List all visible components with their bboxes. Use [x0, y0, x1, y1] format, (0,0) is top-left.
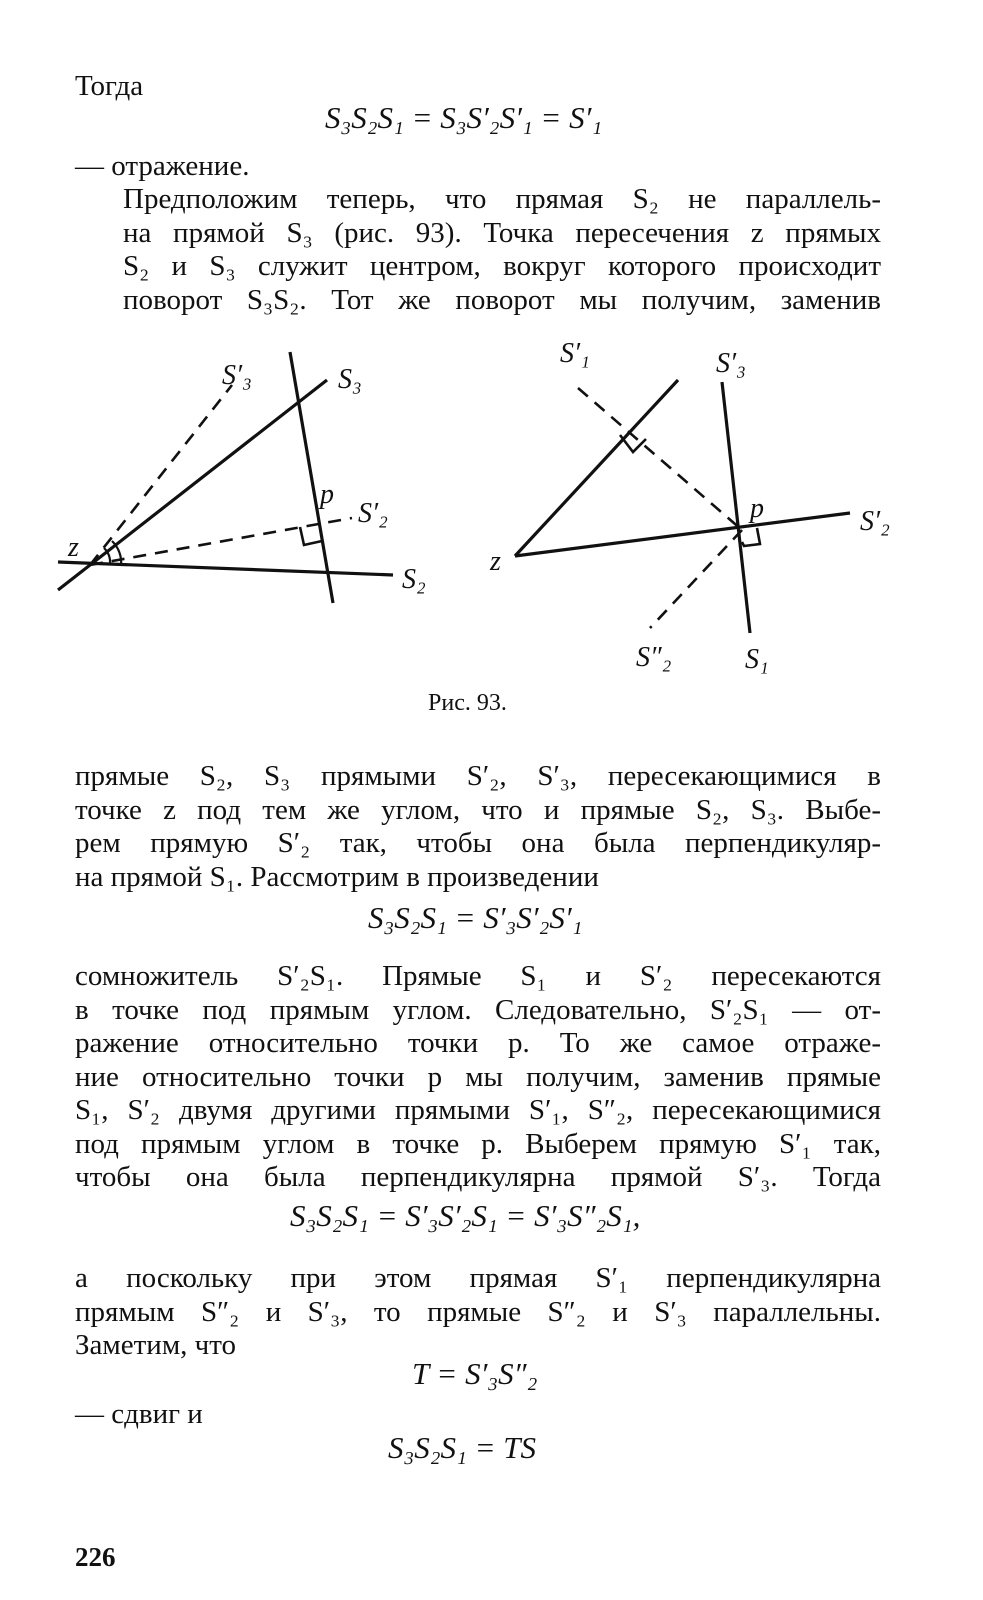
- label-left-z: z: [68, 532, 79, 563]
- line-s1: [722, 382, 750, 633]
- paragraph-4: [75, 1262, 881, 1363]
- paragraph-3-line: под прямым углом в точке p. Выберем прямую S′₁ так,: [75, 1127, 881, 1160]
- label-right-z: z: [490, 546, 501, 577]
- paragraph-4-line: Заметим, что: [75, 1329, 237, 1361]
- figure-93: [0, 330, 983, 680]
- dashed-s1prime: [578, 388, 742, 530]
- line-steep: [290, 352, 333, 603]
- figure-caption: Рис. 93.: [428, 690, 507, 716]
- label-left-s2prime: S′₂: [358, 498, 388, 529]
- dashed-s2prime: [90, 518, 352, 565]
- paragraph-4-line: прямым S″₂ и S′₃, то прямые S″₂ и S′₃ параллельны.: [75, 1295, 881, 1328]
- equation-2: S₃S₂S₁ = S′₃S′₂S′₁: [368, 900, 583, 935]
- equation-5: S₃S₂S₁ = TS: [388, 1430, 536, 1465]
- label-right-s1prime: S′₁: [560, 338, 590, 369]
- paragraph-3: [75, 960, 881, 1195]
- equation-3: S₃S₂S₁ = S′₃S′₂S₁ = S′₃S″₂S₁,: [290, 1198, 641, 1233]
- line-s3: [515, 380, 678, 556]
- intro-word: Тогда: [75, 70, 144, 102]
- paragraph-1: [75, 183, 881, 317]
- paragraph-3-line: ражение относительно точки p. То же самое отраже-: [75, 1027, 881, 1059]
- paragraph-2-line: прямые S₂, S₃ прямыми S′₂, S′₃, пересекающимися в: [75, 760, 881, 792]
- paragraph-3-line: S₁, S′₂ двумя другими прямыми S′₁, S″₂, пересекающимися: [75, 1094, 881, 1126]
- right-angle-mark: [300, 527, 322, 545]
- paragraph-1-line: на прямой S₃ (рис. 93). Точка пересечения z прямых: [123, 216, 881, 249]
- paragraph-3-line: сомножитель S′₂S₁. Прямые S₁ и S′₂ пересекаются: [75, 960, 881, 992]
- line-s2: [58, 562, 393, 575]
- label-right-p: p: [750, 493, 764, 524]
- paragraph-2-line: рем прямую S′₂ так, чтобы она была перпендикуляр-: [75, 827, 881, 859]
- paragraph-4-line: а поскольку при этом прямая S′₁ перпендикулярна: [75, 1262, 881, 1294]
- paragraph-1-line: Предположим теперь, что прямая S₂ не параллель-: [123, 183, 881, 215]
- line-s2: [515, 513, 850, 556]
- paragraph-2: [75, 760, 881, 894]
- label-right-s2prime: S′₂: [860, 506, 890, 537]
- dashed-s2dprime: [650, 530, 742, 628]
- reflection-note: — отражение.: [75, 150, 250, 182]
- page-number: 226: [75, 1542, 116, 1572]
- shift-note: — сдвиг и: [75, 1398, 203, 1430]
- right-diagram: [515, 380, 850, 633]
- paragraph-3-line: чтобы она была перпендикулярна прямой S′₃. Тогда: [75, 1161, 881, 1193]
- paragraph-2-line: точке z под тем же углом, что и прямые S₂, S₃. Выбе-: [75, 793, 881, 826]
- line-s3: [58, 380, 327, 590]
- label-right-s3prime: S′₃: [716, 348, 746, 379]
- equation-1: S₃S₂S₁ = S₃S′₂S′₁ = S′₁: [325, 100, 603, 135]
- label-left-p: p: [320, 479, 334, 510]
- equation-4: T = S′₃S″₂: [412, 1356, 538, 1391]
- label-left-s3: S₃: [338, 364, 362, 395]
- label-left-s2: S₂: [402, 564, 426, 595]
- paragraph-3-line: ние относительно точки p мы получим, заменив прямые: [75, 1060, 881, 1093]
- label-left-s3prime: S′₃: [222, 360, 252, 391]
- right-angle-mark: [742, 528, 760, 546]
- label-right-s1: S₁: [745, 644, 769, 675]
- paragraph-3-line: в точке под прямым углом. Следовательно, S′₂S₁ — от-: [75, 993, 881, 1026]
- label-right-s2dprime: S″₂: [636, 642, 672, 673]
- paragraph-2-line: на прямой S₁. Рассмотрим в произведении: [75, 860, 599, 893]
- dashed-s3prime: [90, 385, 232, 565]
- paragraph-1-line: поворот S₃S₂. Тот же поворот мы получим, заменив: [123, 283, 881, 316]
- paragraph-1-line: S₂ и S₃ служит центром, вокруг которого происходит: [123, 250, 881, 282]
